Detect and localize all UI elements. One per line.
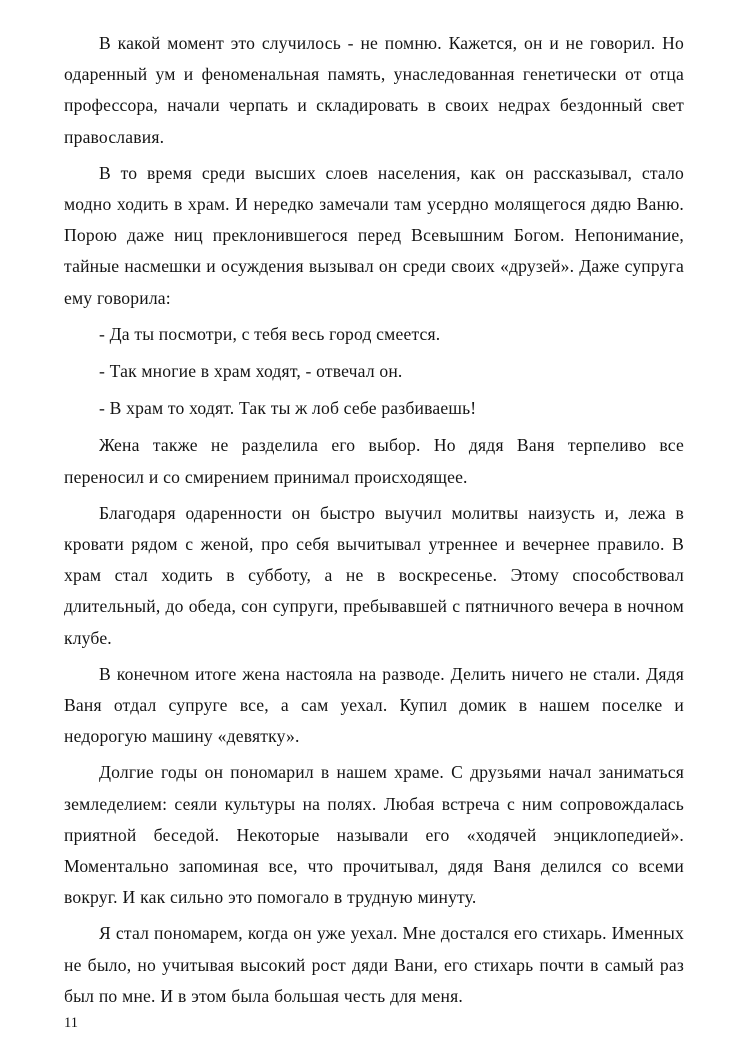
paragraph-3: Жена также не разделила его выбор. Но дядя Ваня терпеливо все переносил и со смирением принимал происходящее. [64, 435, 684, 487]
dialogue-line-3: - В храм то ходят. Так ты ж лоб себе разбиваешь! [99, 398, 477, 419]
paragraph-1: В какой момент это случилось - не помню. Кажется, он и не говорил. Но одаренный ум и феноменальная память, унаследованная генетически от отца профессора, начали черпать и складировать в своих недрах бездонный свет православия. [64, 33, 684, 147]
paragraph-5: В конечном итоге жена настояла на разводе. Делить ничего не стали. Дядя Ваня отдал супруге все, а сам уехал. Купил домик в нашем поселке и недорогую машину «девятку». [64, 663, 684, 747]
dialogue-line-1: - Да ты посмотри, с тебя весь город смеется. [99, 323, 441, 344]
page-body-text [64, 28, 684, 1012]
paragraph-2: В то время среди высших слоев населения, как он рассказывал, стало модно ходить в храм. И нередко замечали там усердно молящегося дядю Ваню. Порою даже ниц преклонившегося перед Всевышним Богом. Непонимание, тайные насмешки и осуждения вызывал он среди своих «друзей». Даже супруга ему говорила: [64, 162, 684, 308]
paragraph-4: Благодаря одаренности он быстро выучил молитвы наизусть и, лежа в кровати рядом с женой, про себя вычитывал утреннее и вечернее правило. В храм стал ходить в субботу, а не в воскресенье. Этому способствовал длительный, до обеда, сон супруги, пребывавшей с пятничного вечера в ночном клубе. [64, 502, 684, 648]
dialogue-line-2: - Так многие в храм ходят, - отвечал он. [99, 361, 403, 382]
page-number: 11 [64, 1015, 78, 1031]
paragraph-6: Долгие годы он пономарил в нашем храме. С друзьями начал заниматься земледелием: сеяли культуры на полях. Любая встреча с ним сопровождалась приятной беседой. Некоторые называли его «ходячей энциклопедией». Моментально запоминая все, что прочитывал, дядя Ваня делился со всеми вокруг. И как сильно это помогало в трудную минуту. [64, 762, 684, 908]
page-footer [64, 1014, 684, 1032]
paragraph-7: Я стал пономарем, когда он уже уехал. Мне достался его стихарь. Именных не было, но учитывая высокий рост дяди Вани, его стихарь почти в самый раз был по мне. И в этом была большая честь для меня. [64, 923, 684, 1006]
